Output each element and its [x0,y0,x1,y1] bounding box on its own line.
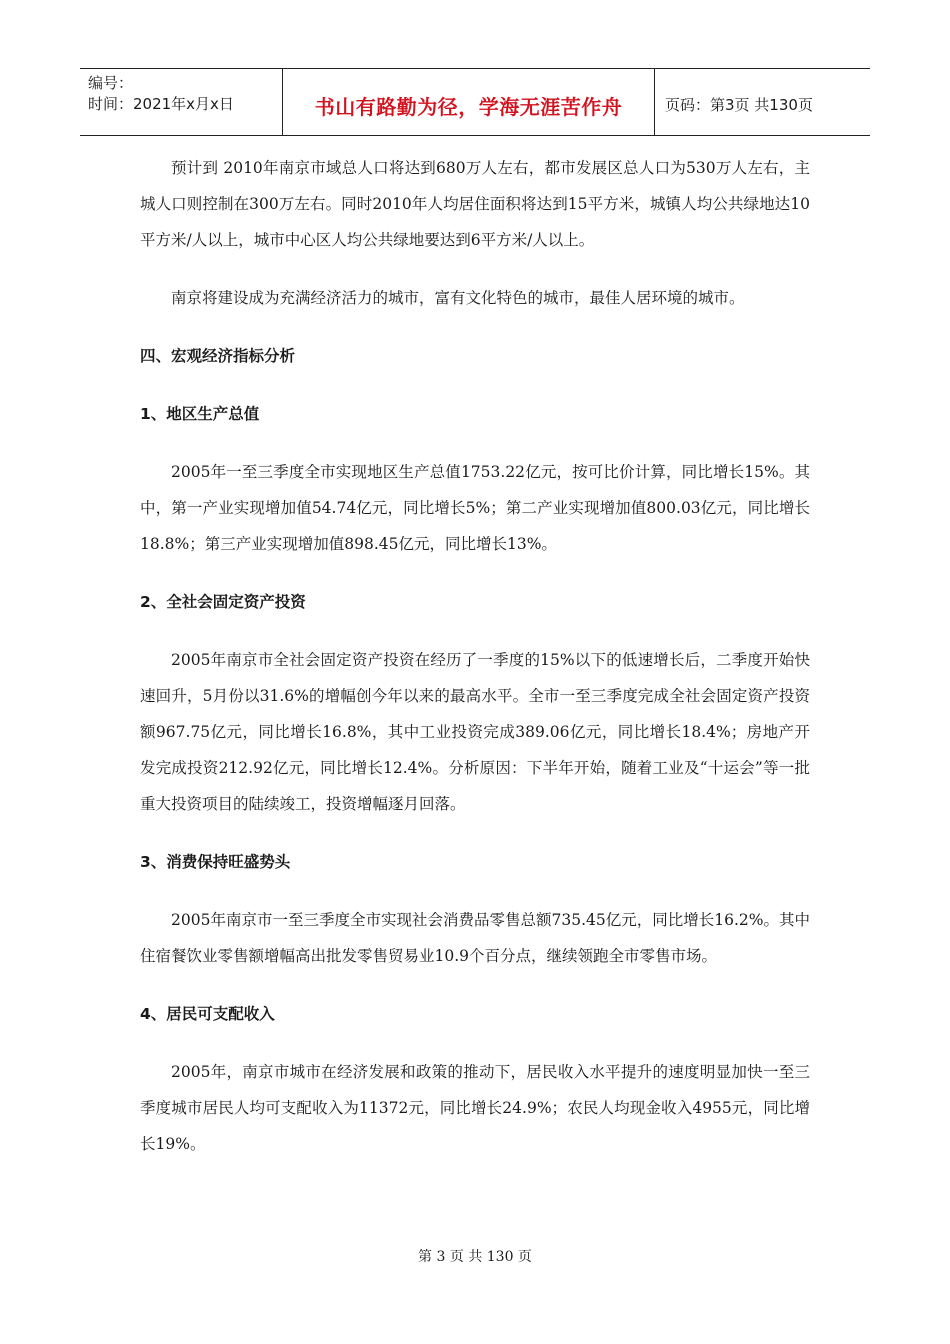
page-number-label: 页码：第3页 共130页 [665,96,813,114]
subsection-heading-investment: 2、全社会固定资产投资 [140,593,306,611]
header-page-cell [655,69,870,135]
paragraph-population: 预计到 2010年南京市域总人口将达到680万人左右，都市发展区总人口为530万人左右，主城人口则控制在300万左右。同时2010年人均居住面积将达到15平方米，城镇人均公共绿地达10平方米/人以上，城市中心区人均公共绿地要达到6平方米/人以上。 [140,159,810,249]
subsection-heading-consumption: 3、消费保持旺盛势头 [140,853,291,871]
paragraph-consumption: 2005年南京市一至三季度全市实现社会消费品零售总额735.45亿元，同比增长16.2%。其中住宿餐饮业零售额增幅高出批发零售贸易业10.9个百分点，继续领跑全市零售市场。 [140,911,810,965]
paragraph-city-goal: 南京将建设成为充满经济活力的城市，富有文化特色的城市，最佳人居环境的城市。 [171,289,745,307]
paragraph-income: 2005年，南京市城市在经济发展和政策的推动下，居民收入水平提升的速度明显加快一至三季度城市居民人均可支配收入为11372元，同比增长24.9%；农民人均现金收入4955元，同比增长19%。 [140,1063,810,1153]
subsection-heading-income: 4、居民可支配收入 [140,1005,275,1023]
section-heading-macro: 四、宏观经济指标分析 [140,347,296,365]
number-label: 编号： [88,74,134,92]
page-footer: 第 3 页 共 130 页 [418,1249,532,1265]
page-header [80,68,870,136]
paragraph-investment: 2005年南京市全社会固定资产投资在经历了一季度的15%以下的低速增长后，二季度开始快速回升，5月份以31.6%的增幅创今年以来的最高水平。全市一至三季度完成全社会固定资产投资额967.75亿元，同比增长16.8%，其中工业投资完成389.06亿元，同比增长18.4%；房地产开发完成投资212.92亿元，同比增长12.4%。分析原因：下半年开始，随着工业及“十运会”等一批重大投资项目的陆续竣工，投资增幅逐月回落。 [140,651,810,813]
header-motto-cell [282,69,655,135]
header-meta [80,69,282,135]
subsection-heading-gdp: 1、地区生产总值 [140,405,260,423]
time-label: 时间：2021年x月x日 [88,95,234,113]
paragraph-gdp: 2005年一至三季度全市实现地区生产总值1753.22亿元，按可比价计算，同比增长15%。其中，第一产业实现增加值54.74亿元，同比增长5%；第二产业实现增加值800.03亿元，同比增长18.8%；第三产业实现增加值898.45亿元，同比增长13%。 [140,463,810,553]
document-body [140,150,810,1162]
motto: 书山有路勤为径，学海无涯苦作舟 [314,95,623,119]
